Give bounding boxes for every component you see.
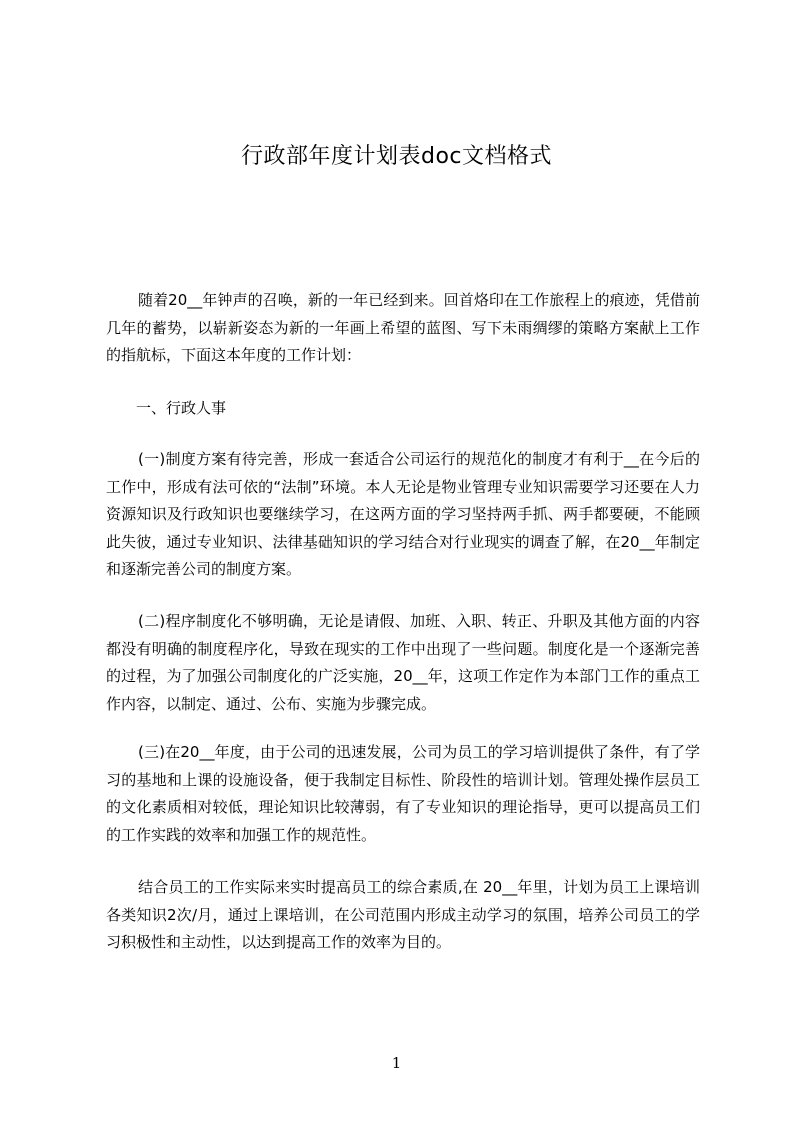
intro-paragraph: 随着20__年钟声的召唤，新的一年已经到来。回首烙印在工作旅程上的痕迹，凭借前几年的蓄势，以崭新姿态为新的一年画上希望的蓝图、写下未雨绸缪的策略方案献上工作的指航标，下面这本年度的工作计划： [106, 291, 700, 364]
page-number: 1 [391, 1054, 402, 1072]
paragraph-item-3: (三)在20__年度，由于公司的迅速发展，公司为员工的学习培训提供了条件，有了学习的基地和上课的设施设备，便于我制定目标性、阶段性的培训计划。管理处操作层员工的文化素质相对较低，理论知识比较薄弱，有了专业知识的理论指导，更可以提高员工们的工作实践的效率和加强工作的规范性。 [106, 743, 700, 844]
closing-paragraph: 结合员工的工作实际来实时提高员工的综合素质,在 20__年里，计划为员工上课培训各类知识2次/月，通过上课培训，在公司范围内形成主动学习的氛围，培养公司员工的学习积极性和主动性，以达到提高工作的效率为目的。 [106, 878, 700, 951]
document-title: 行政部年度计划表doc文档格式 [240, 144, 553, 169]
paragraph-item-1: (一)制度方案有待完善，形成一套适合公司运行的规范化的制度才有利于__在今后的工作中，形成有法可依的“法制”环境。本人无论是物业管理专业知识需要学习还要在人力资源知识及行政知识也要继续学习，在这两方面的学习坚持两手抓、两手都要硬，不能顾此失彼，通过专业知识、法律基础知识的学习结合对行业现实的调查了解，在20__年制定和逐渐完善公司的制度方案。 [106, 450, 700, 578]
section-heading-admin-hr: 一、行政人事 [136, 399, 227, 417]
paragraph-item-2: (二)程序制度化不够明确，无论是请假、加班、入职、转正、升职及其他方面的内容都没有明确的制度程序化，导致在现实的工作中出现了一些问题。制度化是一个逐渐完善的过程，为了加强公司制度化的广泛实施，20__年，这项工作定作为本部门工作的重点工作内容，以制定、通过、公布、实施为步骤完成。 [106, 612, 700, 713]
